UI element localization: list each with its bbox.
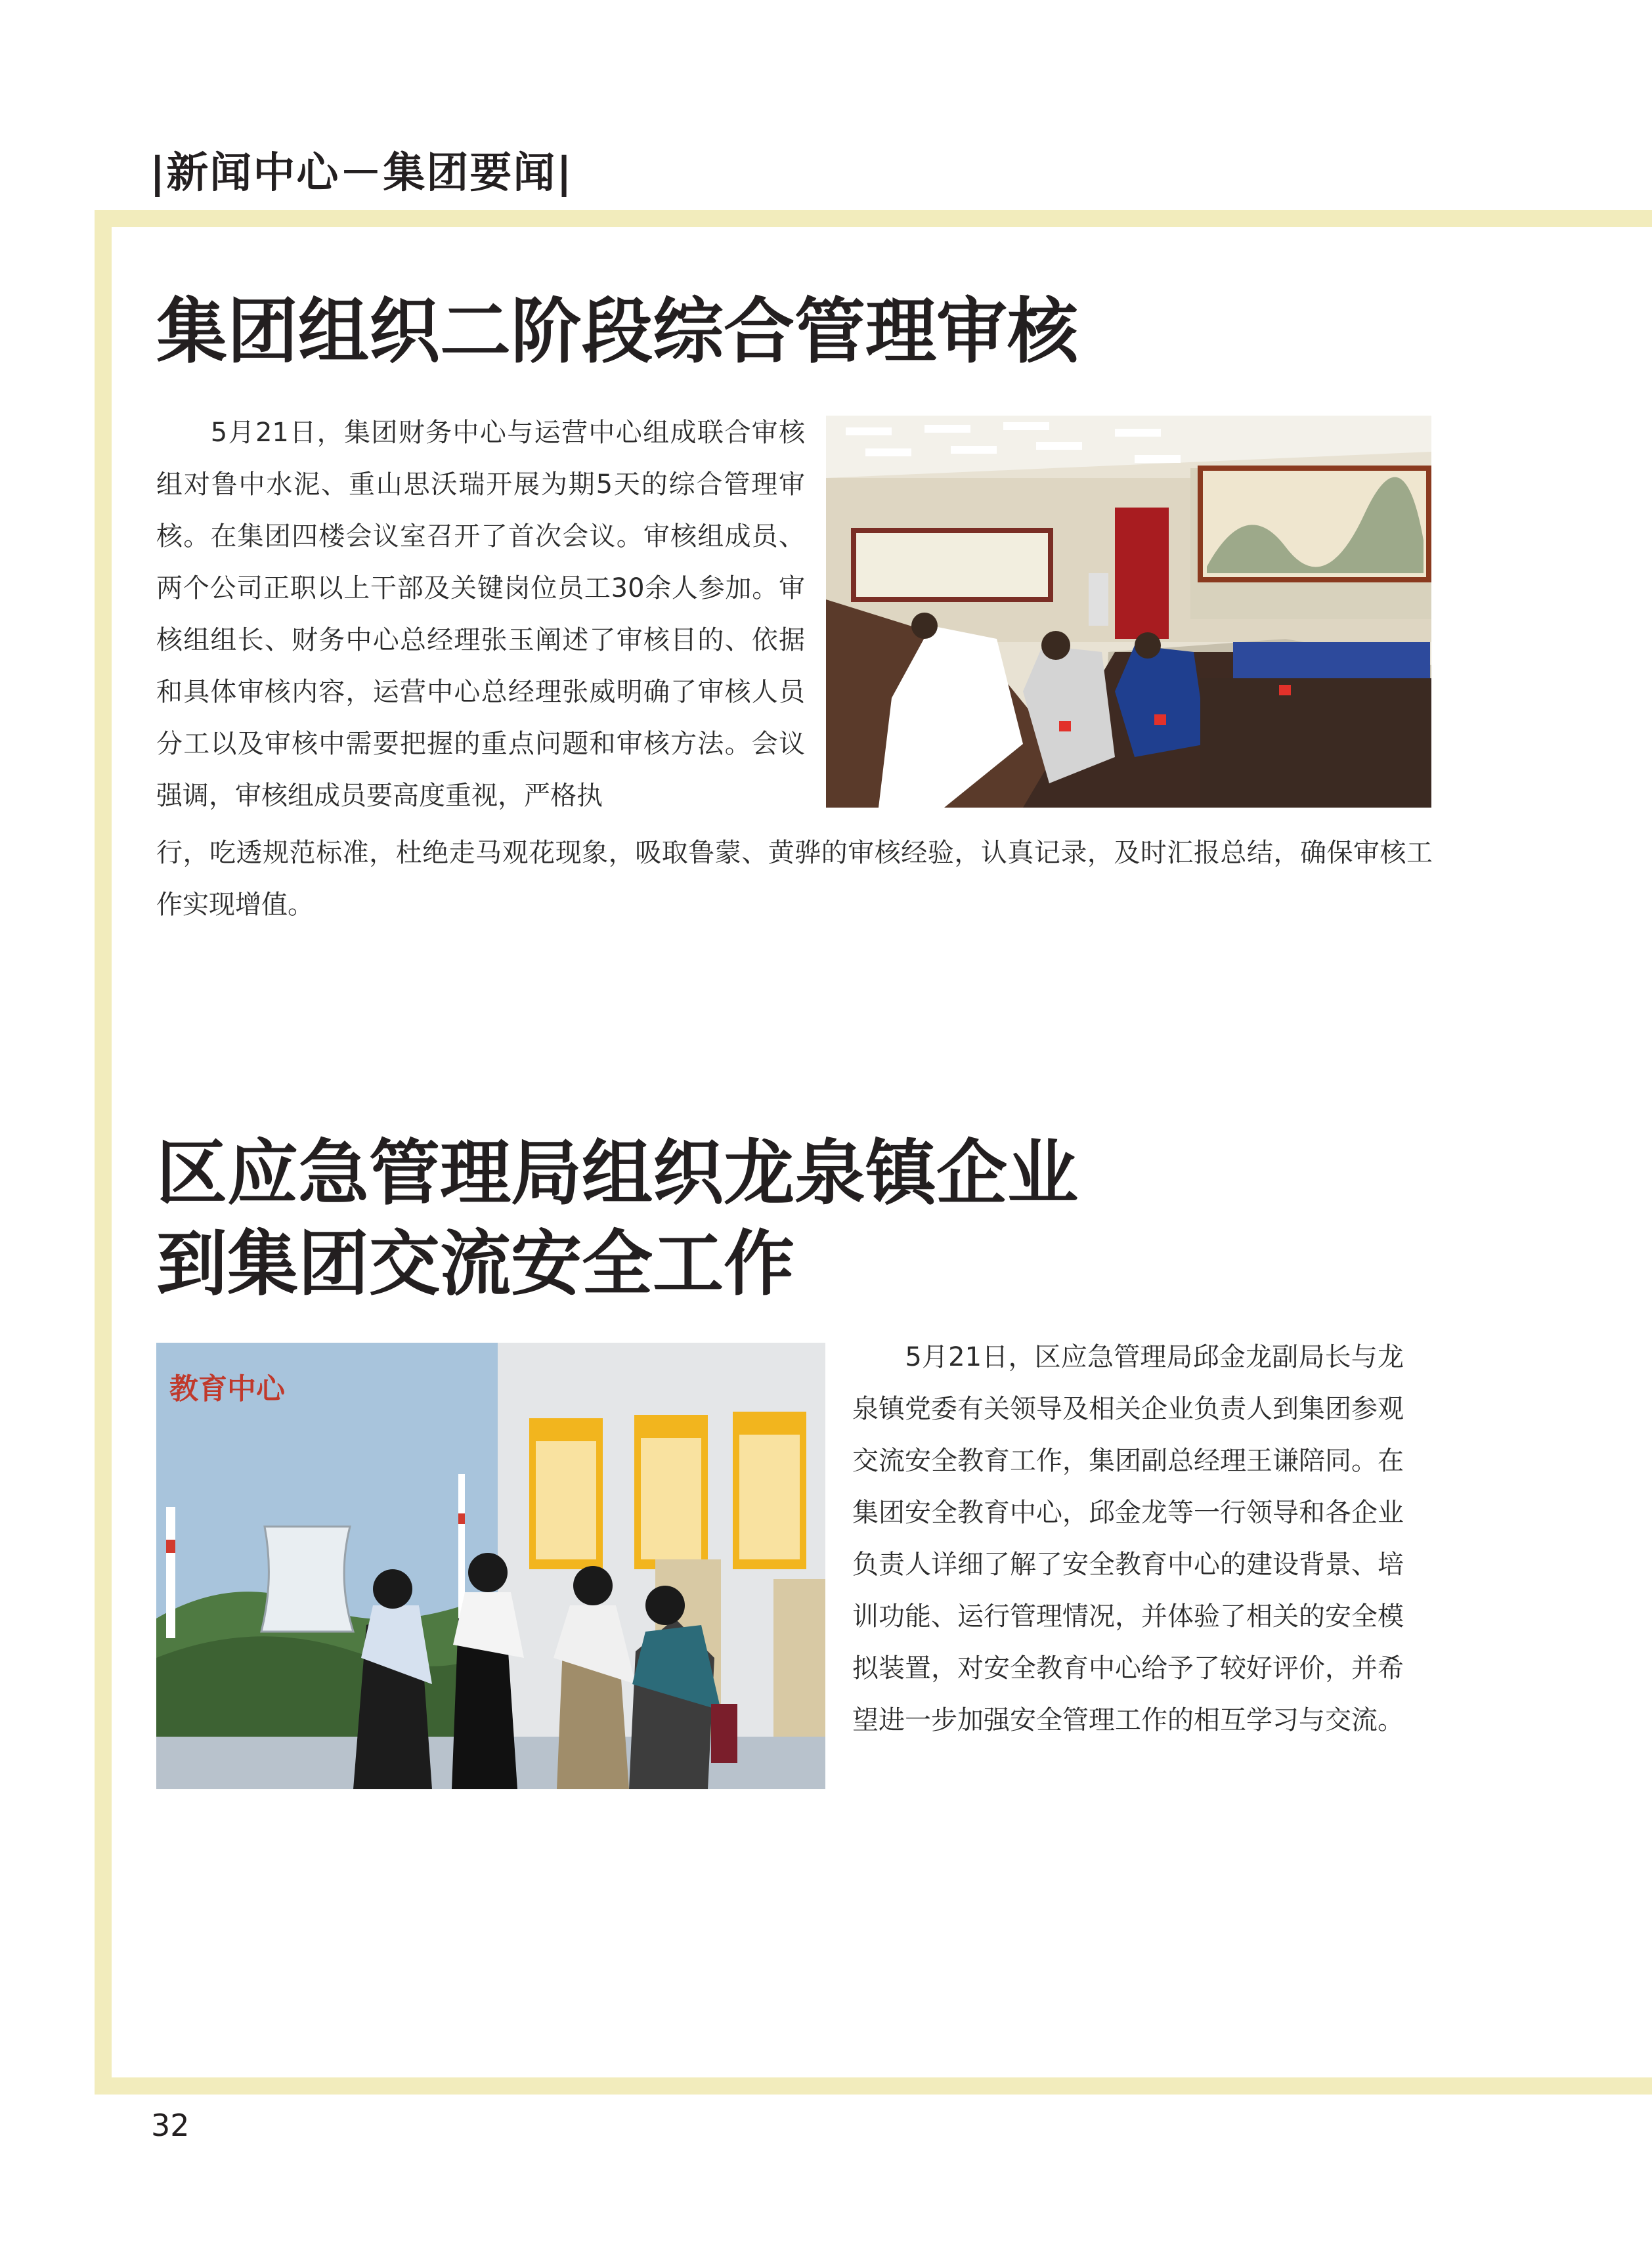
section-header: |新闻中心－集团要闻| [150,149,573,198]
safety-center-sign: 教育中心 [169,1372,285,1406]
article-2-title-line-2: 到集团交流安全工作 [156,1223,795,1305]
article-1-paragraph-bottom: 行，吃透规范标准，杜绝走马观花现象，吸取鲁蒙、黄骅的审核经验，认真记录，及时汇报总结，确保审核工作实现增值。 [156,838,1433,920]
page-number: 32 [151,2108,190,2143]
article-1-title: 集团组织二阶段综合管理审核 [156,291,1079,373]
article-1-paragraph-top: 5月21日，集团财务中心与运营中心组成联合审核组对鲁中水泥、重山思沃瑞开展为期5天的综合管理审核。在集团四楼会议室召开了首次会议。审核组成员、两个公司正职以上干部及关键岗位员工30余人参加。审核组组长、财务中心总经理张玉阐述了审核目的、依据和具体审核内容，运营中心总经理张威明确了审核人员分工以及审核中需要把握的重点问题和审核方法。会议强调，审核组成员要高度重视，严格执 [156,418,805,811]
article-2-paragraph: 5月21日，区应急管理局邱金龙副局长与龙泉镇党委有关领导及相关企业负责人到集团参观交流安全教育工作，集团副总经理王谦陪同。在集团安全教育中心，邱金龙等一行领导和各企业负责人详细了解了安全教育中心的建设背景、培训功能、运行管理情况，并体验了相关的安全模拟装置，对安全教育中心给予了较好评价，并希望进一步加强安全管理工作的相互学习与交流。 [852,1342,1404,1735]
article-2-title-line-1: 区应急管理局组织龙泉镇企业 [156,1133,1079,1215]
safety-center-photo [156,1343,825,1789]
meeting-room-photo [826,416,1431,808]
